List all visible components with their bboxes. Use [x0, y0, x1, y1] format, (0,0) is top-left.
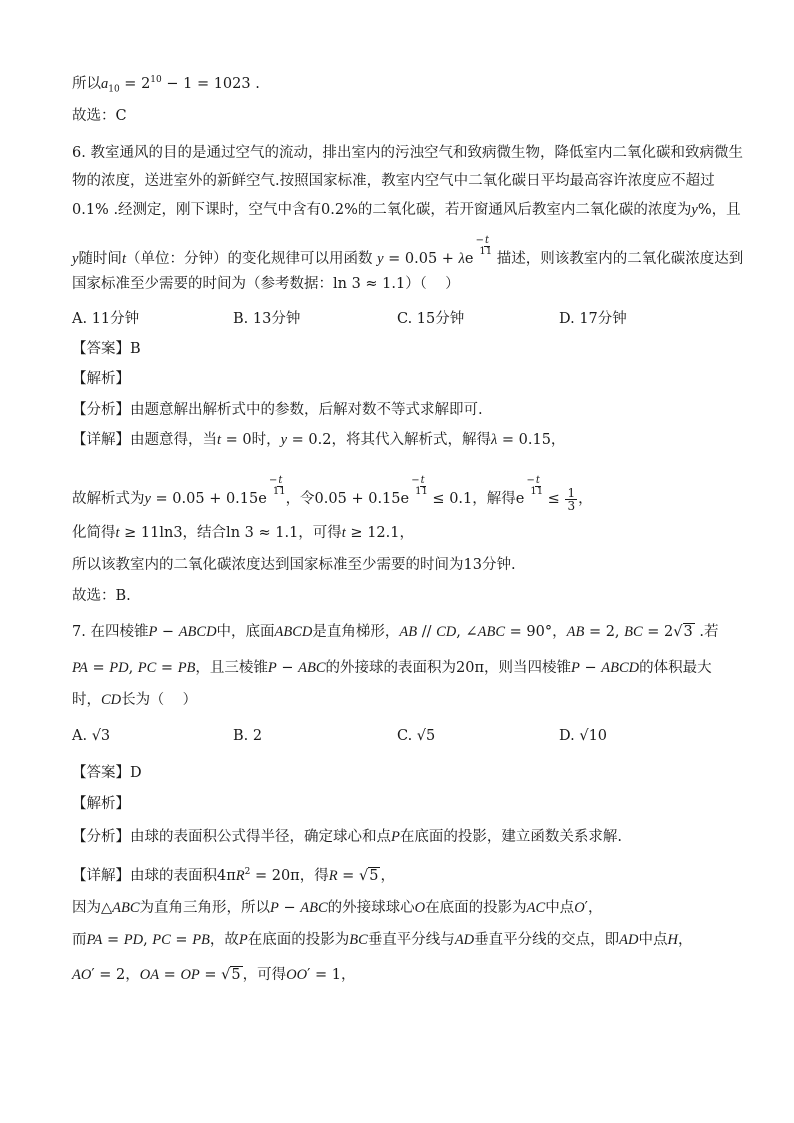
q7-detail-line-1: 【详解】由球的表面积$4\pi R^2 = 20\pi$，得R = √5 ，	[72, 867, 395, 884]
q7-detail-line-3: 而PA = PD, PC = PB，故P在底面的投影为BC垂直平分线与AD垂直平分线的交点，即AD中点H，	[72, 932, 693, 948]
q7-option-c: C. √5	[397, 728, 436, 744]
q7-detail-line-2: 因为△ABC为直角三角形，所以P − ABC的外接球球心O在底面的投影为AC中点O′，	[72, 900, 603, 916]
q6-detail-line-4: 所以该教室内的二氧化碳浓度达到国家标准至少需要的时间为13分钟.	[72, 557, 516, 573]
q6-final-answer: 故选：B.	[72, 588, 131, 604]
q6-detail-line-2: 故解析式为$y = 0.05 + 0.15e^{-t 11}$ ，令$0.05 + 0.15e^{-t 11}$ ≤ 0.1，解得$e^{-t 11}$ ≤ $\frac{1}{3}$ ，	[72, 475, 593, 513]
q7-analysis-heading: 【解析】	[72, 796, 130, 812]
line-a10-result: 所以$a_{10} = 2^{10} - 1 = 1023$ .	[72, 75, 260, 95]
q7-option-a: A. √3	[72, 728, 111, 744]
q6-stem-line-3: 0.1% .经测定，刚下课时，空气中含有0.2%的二氧化碳，若开窗通风后教室内二氧化碳的浓度为y%，且	[72, 202, 741, 218]
line-answer-c: 故选：C	[72, 108, 127, 124]
q7-detail-line-4: AO′ = 2，OA = OP = √5 ，可得OO′ = 1，	[72, 967, 356, 983]
q7-option-d: D. √10	[559, 728, 608, 744]
q6-stem-line-2: 物的浓度，送进室外的新鲜空气.按照国家标准，教室内空气中二氧化碳日平均最高容许浓度应不超过	[72, 173, 715, 189]
q6-stem-line-4: y随时间t（单位：分钟）的变化规律可以用函数 $y = 0.05 + \lambda e^{-t 11}$ 描述，则该教室内的二氧化碳浓度达到	[72, 235, 744, 267]
q7-answer: 【答案】D	[72, 765, 142, 781]
q6-options	[72, 307, 732, 329]
q7-options	[72, 728, 732, 750]
q6-option-b: B. 13分钟	[233, 311, 301, 327]
q6-answer: 【答案】B	[72, 341, 141, 357]
q7-analysis-summary: 【分析】由球的表面积公式得半径，确定球心和点P在底面的投影，建立函数关系求解.	[72, 829, 622, 845]
q7-stem-line-3: 时，CD长为（ ）	[72, 692, 197, 708]
q7-stem-line-1: 7. 在四棱锥P − ABCD中，底面ABCD是直角梯形，AB // CD, ∠ABC = 90°，AB = 2, BC = 2√3 .若	[72, 624, 719, 640]
q6-detail-line-3: 化简得t ≥ 11ln3，结合ln 3 ≈ 1.1，可得t ≥ 12.1，	[72, 525, 414, 541]
q6-stem-line-1: 6. 教室通风的目的是通过空气的流动，排出室内的污浊空气和致病微生物，降低室内二氧化碳和致病微生	[72, 145, 743, 161]
q6-analysis-summary: 【分析】由题意解出解析式中的参数，后解对数不等式求解即可.	[72, 402, 483, 418]
q6-option-a: A. 11分钟	[72, 311, 140, 327]
q6-analysis-heading: 【解析】	[72, 371, 130, 387]
q7-stem-line-2: PA = PD, PC = PB，且三棱锥P − ABC的外接球的表面积为20π，则当四棱锥P − ABCD的体积最大	[72, 660, 712, 676]
q6-option-d: D. 17分钟	[559, 311, 627, 327]
q6-option-c: C. 15分钟	[397, 311, 465, 327]
q6-stem-line-5: 国家标准至少需要的时间为（参考数据：ln 3 ≈ 1.1）（ ）	[72, 276, 460, 292]
q6-detail-line-1: 【详解】由题意得，当t = 0时，y = 0.2，将其代入解析式，解得λ = 0.15，	[72, 432, 566, 448]
q7-option-b: B. 2	[233, 728, 263, 744]
